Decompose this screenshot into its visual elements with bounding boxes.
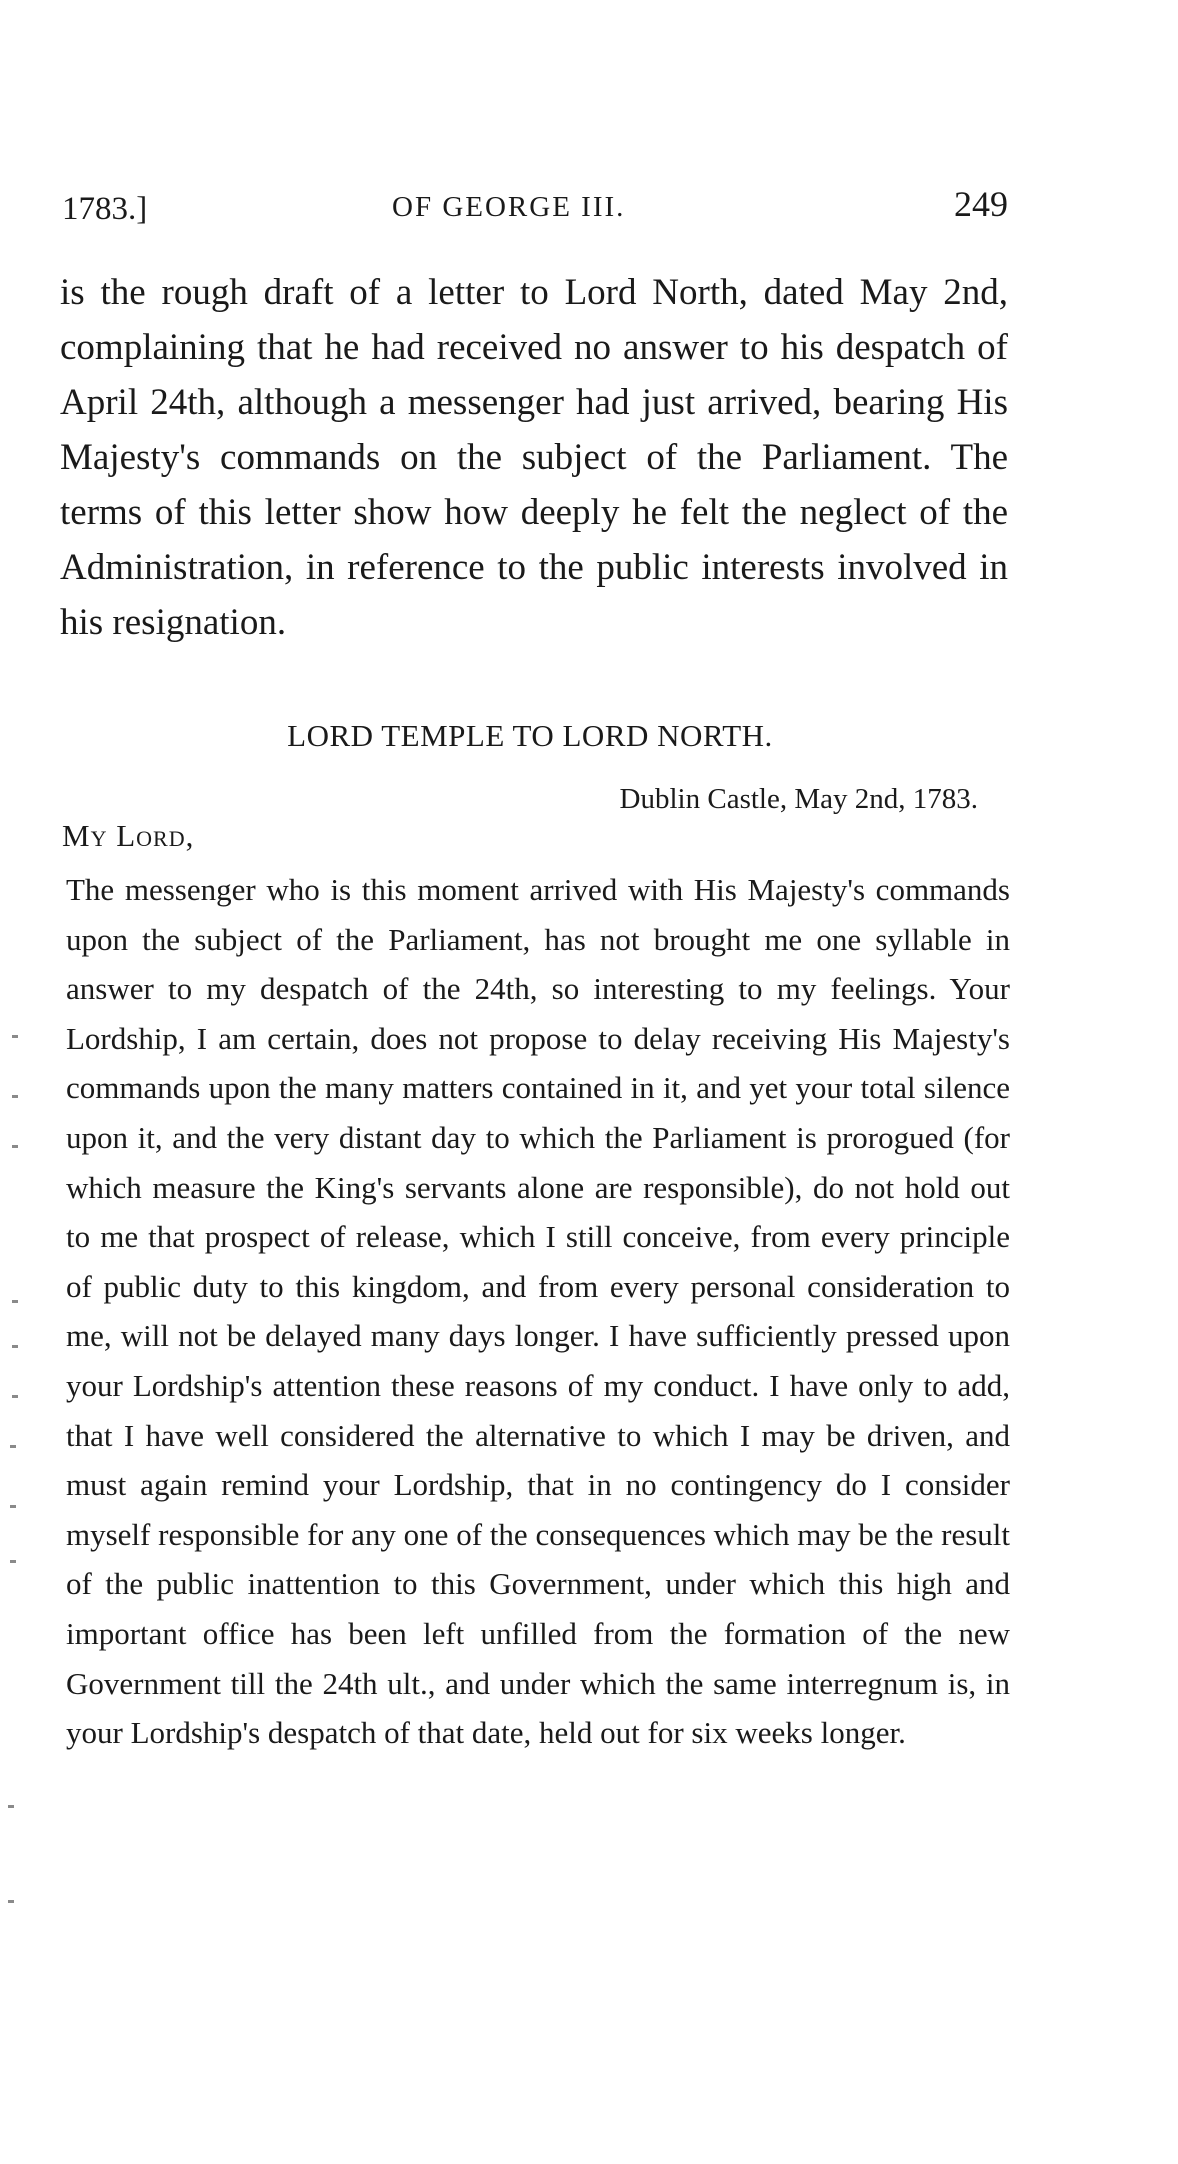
intro-paragraph: is the rough draft of a letter to Lord North, dated May 2nd, complaining that he had received no answer to his despatch of April 24th, although a messenger had just arrived, bearing His Majesty's commands on the subject of the Parliament. The terms of this letter show how deeply he felt the neglect of the Administration, in reference to the public interests involved in his resignation. — [60, 272, 1008, 643]
letter-dateline: Dublin Castle, May 2nd, 1783. — [619, 783, 978, 815]
scan-speck — [12, 1345, 18, 1348]
scan-speck — [10, 1560, 16, 1563]
margin-scan-marks — [0, 0, 40, 2164]
letter-body — [66, 865, 1010, 1758]
scan-speck — [10, 1505, 16, 1508]
page-number: 249 — [954, 184, 1008, 224]
letter-heading: LORD TEMPLE TO LORD NORTH. — [287, 718, 773, 753]
scan-speck — [12, 1035, 18, 1038]
running-head-year: 1783.] — [62, 191, 148, 227]
running-head-title: OF GEORGE III. — [392, 191, 626, 223]
letter-paragraph: The messenger who is this moment arrived with His Majesty's commands upon the subject of the Parliament, has not brought me one syllable in answer to my despatch of the 24th, so interesting to my feelings. Your Lordship, I am certain, does not propose to delay receiving His Majesty's commands upon the many matters contained in it, and yet your total silence upon it, and the very distant day to which the Parliament is prorogued (for which measure the King's servants alone are responsible), do not hold out to me that prospect of release, which I still conceive, from every principle of public duty to this kingdom, and from every personal consideration to me, will not be delayed many days longer. I have sufficiently pressed upon your Lordship's attention these reasons of my conduct. I have only to add, that I have well considered the alternative to which I may be driven, and must again remind your Lordship, that in no contingency do I consider myself responsible for any one of the consequences which may be the result of the public inattention to this Government, under which this high and important office has been left unfilled from the formation of the new Government till the 24th ult., and under which the same interregnum is, in your Lordship's despatch of that date, held out for six weeks longer. — [66, 872, 1010, 1751]
intro-paragraph-block — [60, 265, 1008, 650]
scan-speck — [12, 1300, 18, 1303]
scan-speck — [12, 1095, 18, 1098]
letter-salutation: My Lord, — [62, 818, 195, 853]
running-head — [62, 183, 1008, 231]
scan-speck — [8, 1900, 14, 1903]
scan-speck — [8, 1805, 14, 1808]
scan-speck — [10, 1445, 16, 1448]
scan-speck — [12, 1145, 18, 1148]
scan-speck — [12, 1395, 18, 1398]
